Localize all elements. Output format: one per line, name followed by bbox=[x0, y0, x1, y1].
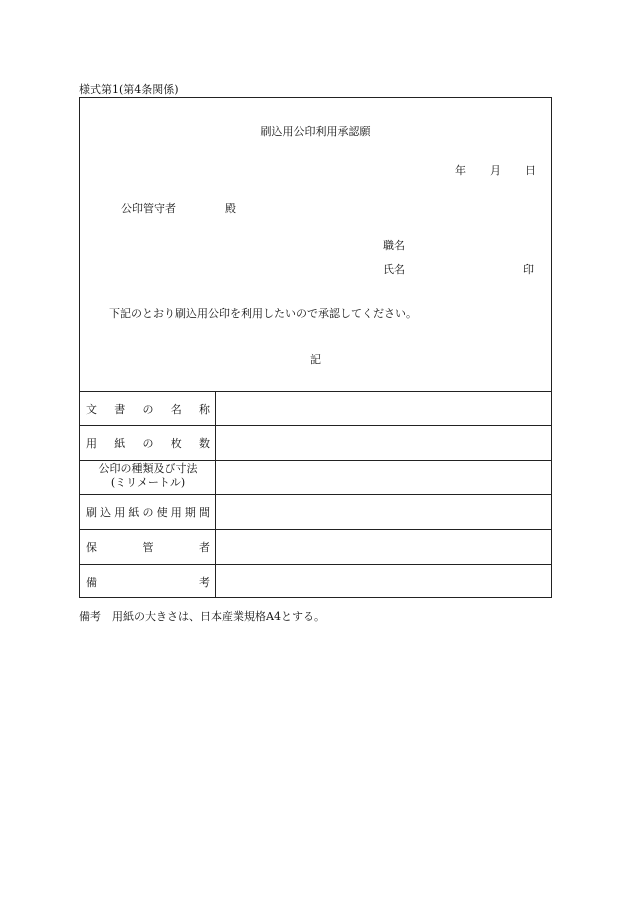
row-label-document-name: 文 書 の 名 称 bbox=[86, 402, 210, 416]
date-month: 月 bbox=[490, 164, 501, 177]
row-label-remarks: 備 考 bbox=[86, 575, 210, 589]
addressee-role: 公印管守者 bbox=[121, 202, 176, 215]
application-form bbox=[79, 97, 552, 598]
row-label-usage-period: 刷 込 用 紙 の 使 用 期 間 bbox=[86, 506, 210, 519]
body-text: 下記のとおり刷込用公印を利用したいので承認してください。 bbox=[109, 307, 417, 320]
usage-period-field[interactable] bbox=[216, 495, 551, 529]
sheet-count-field[interactable] bbox=[216, 426, 551, 460]
form-number: 様式第1(第4条関係) bbox=[79, 83, 179, 96]
ki-marker: 記 bbox=[310, 353, 321, 366]
seal-label: 印 bbox=[523, 263, 534, 276]
custodian-field[interactable] bbox=[216, 530, 551, 564]
date-day: 日 bbox=[525, 164, 536, 177]
row-label-sheet-count: 用 紙 の 枚 数 bbox=[86, 437, 210, 450]
document-name-field[interactable] bbox=[216, 392, 551, 425]
addressee-honorific: 殿 bbox=[225, 202, 236, 215]
date-year: 年 bbox=[455, 164, 466, 177]
row-label-custodian: 保 管 者 bbox=[86, 541, 210, 554]
seal-type-size-field[interactable] bbox=[216, 461, 551, 494]
name-label: 氏名 bbox=[383, 263, 405, 276]
footnote: 備考 用紙の大きさは、日本産業規格A4とする。 bbox=[79, 610, 325, 623]
row-label-seal-type-size: 公印の種類及び寸法 (ミリメートル) bbox=[98, 462, 198, 489]
remarks-field[interactable] bbox=[216, 565, 551, 598]
position-label: 職名 bbox=[383, 239, 405, 252]
form-title: 刷込用公印利用承認願 bbox=[260, 125, 371, 138]
